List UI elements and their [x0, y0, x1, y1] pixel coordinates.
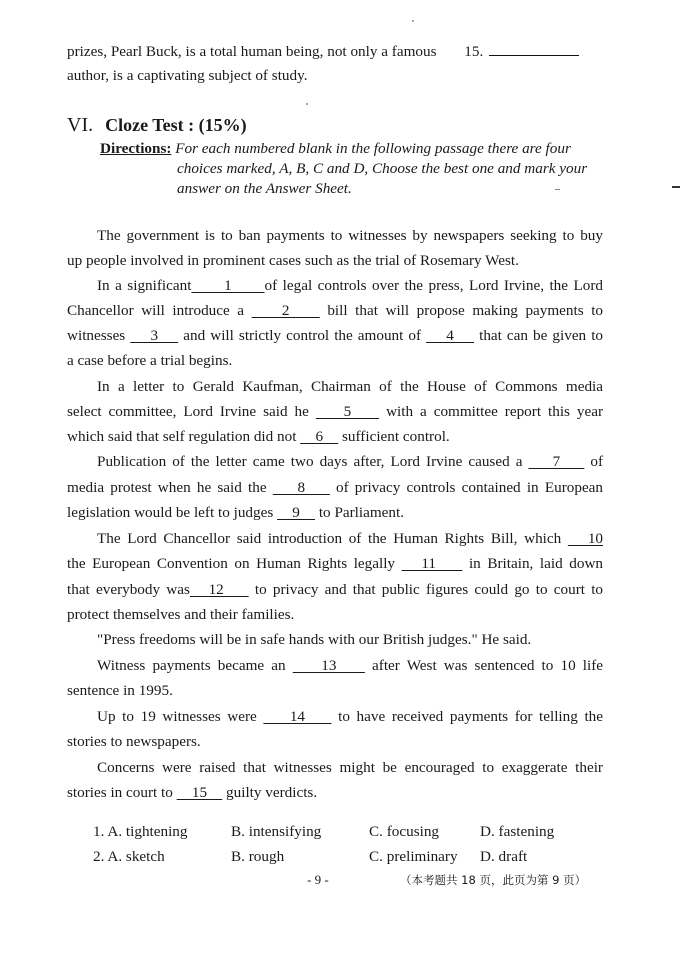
directions-line-1: [100, 139, 571, 159]
text: that everybody was: [67, 581, 190, 598]
passage-p5-line4: protect themselves and their families.: [67, 606, 295, 623]
text: Publication of the letter came two days after, Lord Irvine caused a: [97, 453, 523, 470]
directions-text: For each numbered blank in the following passage there are four: [175, 140, 571, 157]
section-heading: [67, 114, 247, 137]
text: The Lord Chancellor said introduction of the Human Rights Bill, which: [97, 530, 562, 547]
q2-option-b[interactable]: B. rough: [231, 848, 285, 865]
passage-p7-line1: [97, 656, 603, 676]
passage-p2-line3: [67, 326, 603, 346]
q1-option-a[interactable]: 1. A. tightening: [93, 823, 188, 840]
text: select committee, Lord Irvine said he: [67, 403, 309, 420]
blank-5[interactable]: 5: [315, 403, 380, 420]
text: sufficient control.: [342, 428, 450, 445]
section-number: VI.: [67, 114, 94, 136]
passage-p9-line1: Concerns were raised that witnesses might be encouraged to exaggerate their: [97, 759, 603, 776]
passage-p2-line2: [67, 301, 603, 321]
blank-8[interactable]: 8: [272, 479, 330, 496]
passage-p2-line1: [97, 276, 603, 296]
text: of: [590, 453, 603, 470]
text: after West was sentenced to 10 life: [372, 657, 604, 674]
text: Witness payments became an: [97, 657, 286, 674]
q1-option-d[interactable]: D. fastening: [480, 823, 555, 840]
passage-p8-line1: [97, 707, 603, 727]
blank-9[interactable]: 9: [277, 504, 316, 521]
scan-mark: [672, 186, 680, 188]
text: to have received payments for telling the: [338, 708, 604, 725]
section-title: Cloze Test : (15%): [105, 115, 247, 135]
q2-option-a[interactable]: 2. A. sketch: [93, 848, 165, 865]
blank-15[interactable]: 15: [176, 784, 223, 801]
text: to Parliament.: [318, 504, 405, 521]
blank-2[interactable]: 2: [251, 302, 320, 319]
passage-p7-line2: sentence in 1995.: [67, 682, 173, 699]
continuation-line-2: author, is a captivating subject of study.: [67, 67, 308, 84]
passage-p6-line1: "Press freedoms will be in safe hands with our British judges." He said.: [97, 631, 532, 648]
blank-11[interactable]: 11: [401, 555, 463, 572]
passage-p5-line1: [97, 529, 603, 549]
blank-7[interactable]: 7: [528, 453, 585, 470]
directions-line-2: choices marked, A, B, C and D, Choose the best one and mark your: [177, 160, 588, 177]
passage-p4-line2: [67, 478, 603, 498]
text: to privacy and that public figures could go to court to: [254, 581, 604, 598]
answer-blank[interactable]: [489, 41, 579, 56]
text: bill that will propose making payments to: [327, 302, 604, 319]
directions-line-3: answer on the Answer Sheet.: [177, 180, 352, 197]
page-number: - 9 -: [307, 872, 329, 887]
text: legislation would be left to judges: [67, 504, 274, 521]
passage-p3-line1: In a letter to Gerald Kaufman, Chairman of the House of Commons media: [97, 378, 603, 395]
passage-p5-line2: [67, 554, 603, 574]
continuation-text: prizes, Pearl Buck, is a total human being, not only a famous: [67, 43, 437, 60]
blank-13[interactable]: 13: [292, 657, 365, 674]
text: the European Convention on Human Rights legally: [67, 555, 396, 572]
continuation-line-1: [67, 41, 579, 62]
text: guilty verdicts.: [226, 784, 318, 801]
passage-p4-line3: [67, 503, 404, 523]
scan-speck: [306, 103, 308, 105]
directions-label: Directions:: [100, 140, 172, 157]
blank-6[interactable]: 6: [300, 428, 339, 445]
text: and will strictly control the amount of: [183, 327, 422, 344]
page-note: （本考题共 18 页，此页为第 9 页）: [400, 873, 587, 887]
passage-p1-line1: The government is to ban payments to witnesses by newspapers seeking to buy: [97, 227, 603, 244]
text: stories in court to: [67, 784, 173, 801]
passage-p4-line1: [97, 452, 603, 472]
text: Chancellor will introduce a: [67, 302, 245, 319]
text: witnesses: [67, 327, 126, 344]
passage-p2-line4: a case before a trial begins.: [67, 352, 233, 369]
q1-option-b[interactable]: B. intensifying: [231, 823, 322, 840]
text: Up to 19 witnesses were: [97, 708, 257, 725]
scan-speck: [555, 189, 560, 190]
text: media protest when he said the: [67, 479, 267, 496]
q2-option-c[interactable]: C. preliminary: [369, 848, 458, 865]
scan-speck: [412, 20, 414, 22]
text: of privacy controls contained in European: [335, 479, 604, 496]
passage-p5-line3: [67, 580, 603, 600]
blank-12[interactable]: 12: [189, 581, 249, 598]
q1-option-c[interactable]: C. focusing: [369, 823, 440, 840]
passage-p1-line2: up people involved in prominent cases such as the trial of Rosemary West.: [67, 252, 519, 269]
text: of legal controls over the press, Lord Irvine, the Lord: [264, 277, 603, 294]
text: that can be given to: [479, 327, 604, 344]
blank-10[interactable]: 10: [567, 530, 604, 547]
text: in Britain, laid down: [468, 555, 604, 572]
blank-3[interactable]: 3: [130, 327, 179, 344]
text: with a committee report this year: [386, 403, 604, 420]
blank-4[interactable]: 4: [426, 327, 475, 344]
passage-p8-line2: stories to newspapers.: [67, 733, 201, 750]
text: In a significant: [97, 277, 192, 294]
answer-number: 15.: [464, 43, 484, 60]
blank-14[interactable]: 14: [263, 708, 332, 725]
passage-p3-line3: [67, 427, 450, 447]
q2-option-d[interactable]: D. draft: [480, 848, 528, 865]
passage-p3-line2: [67, 402, 603, 422]
passage-p9-line2: [67, 783, 317, 803]
blank-1[interactable]: 1: [191, 277, 265, 294]
text: which said that self regulation did not: [67, 428, 297, 445]
